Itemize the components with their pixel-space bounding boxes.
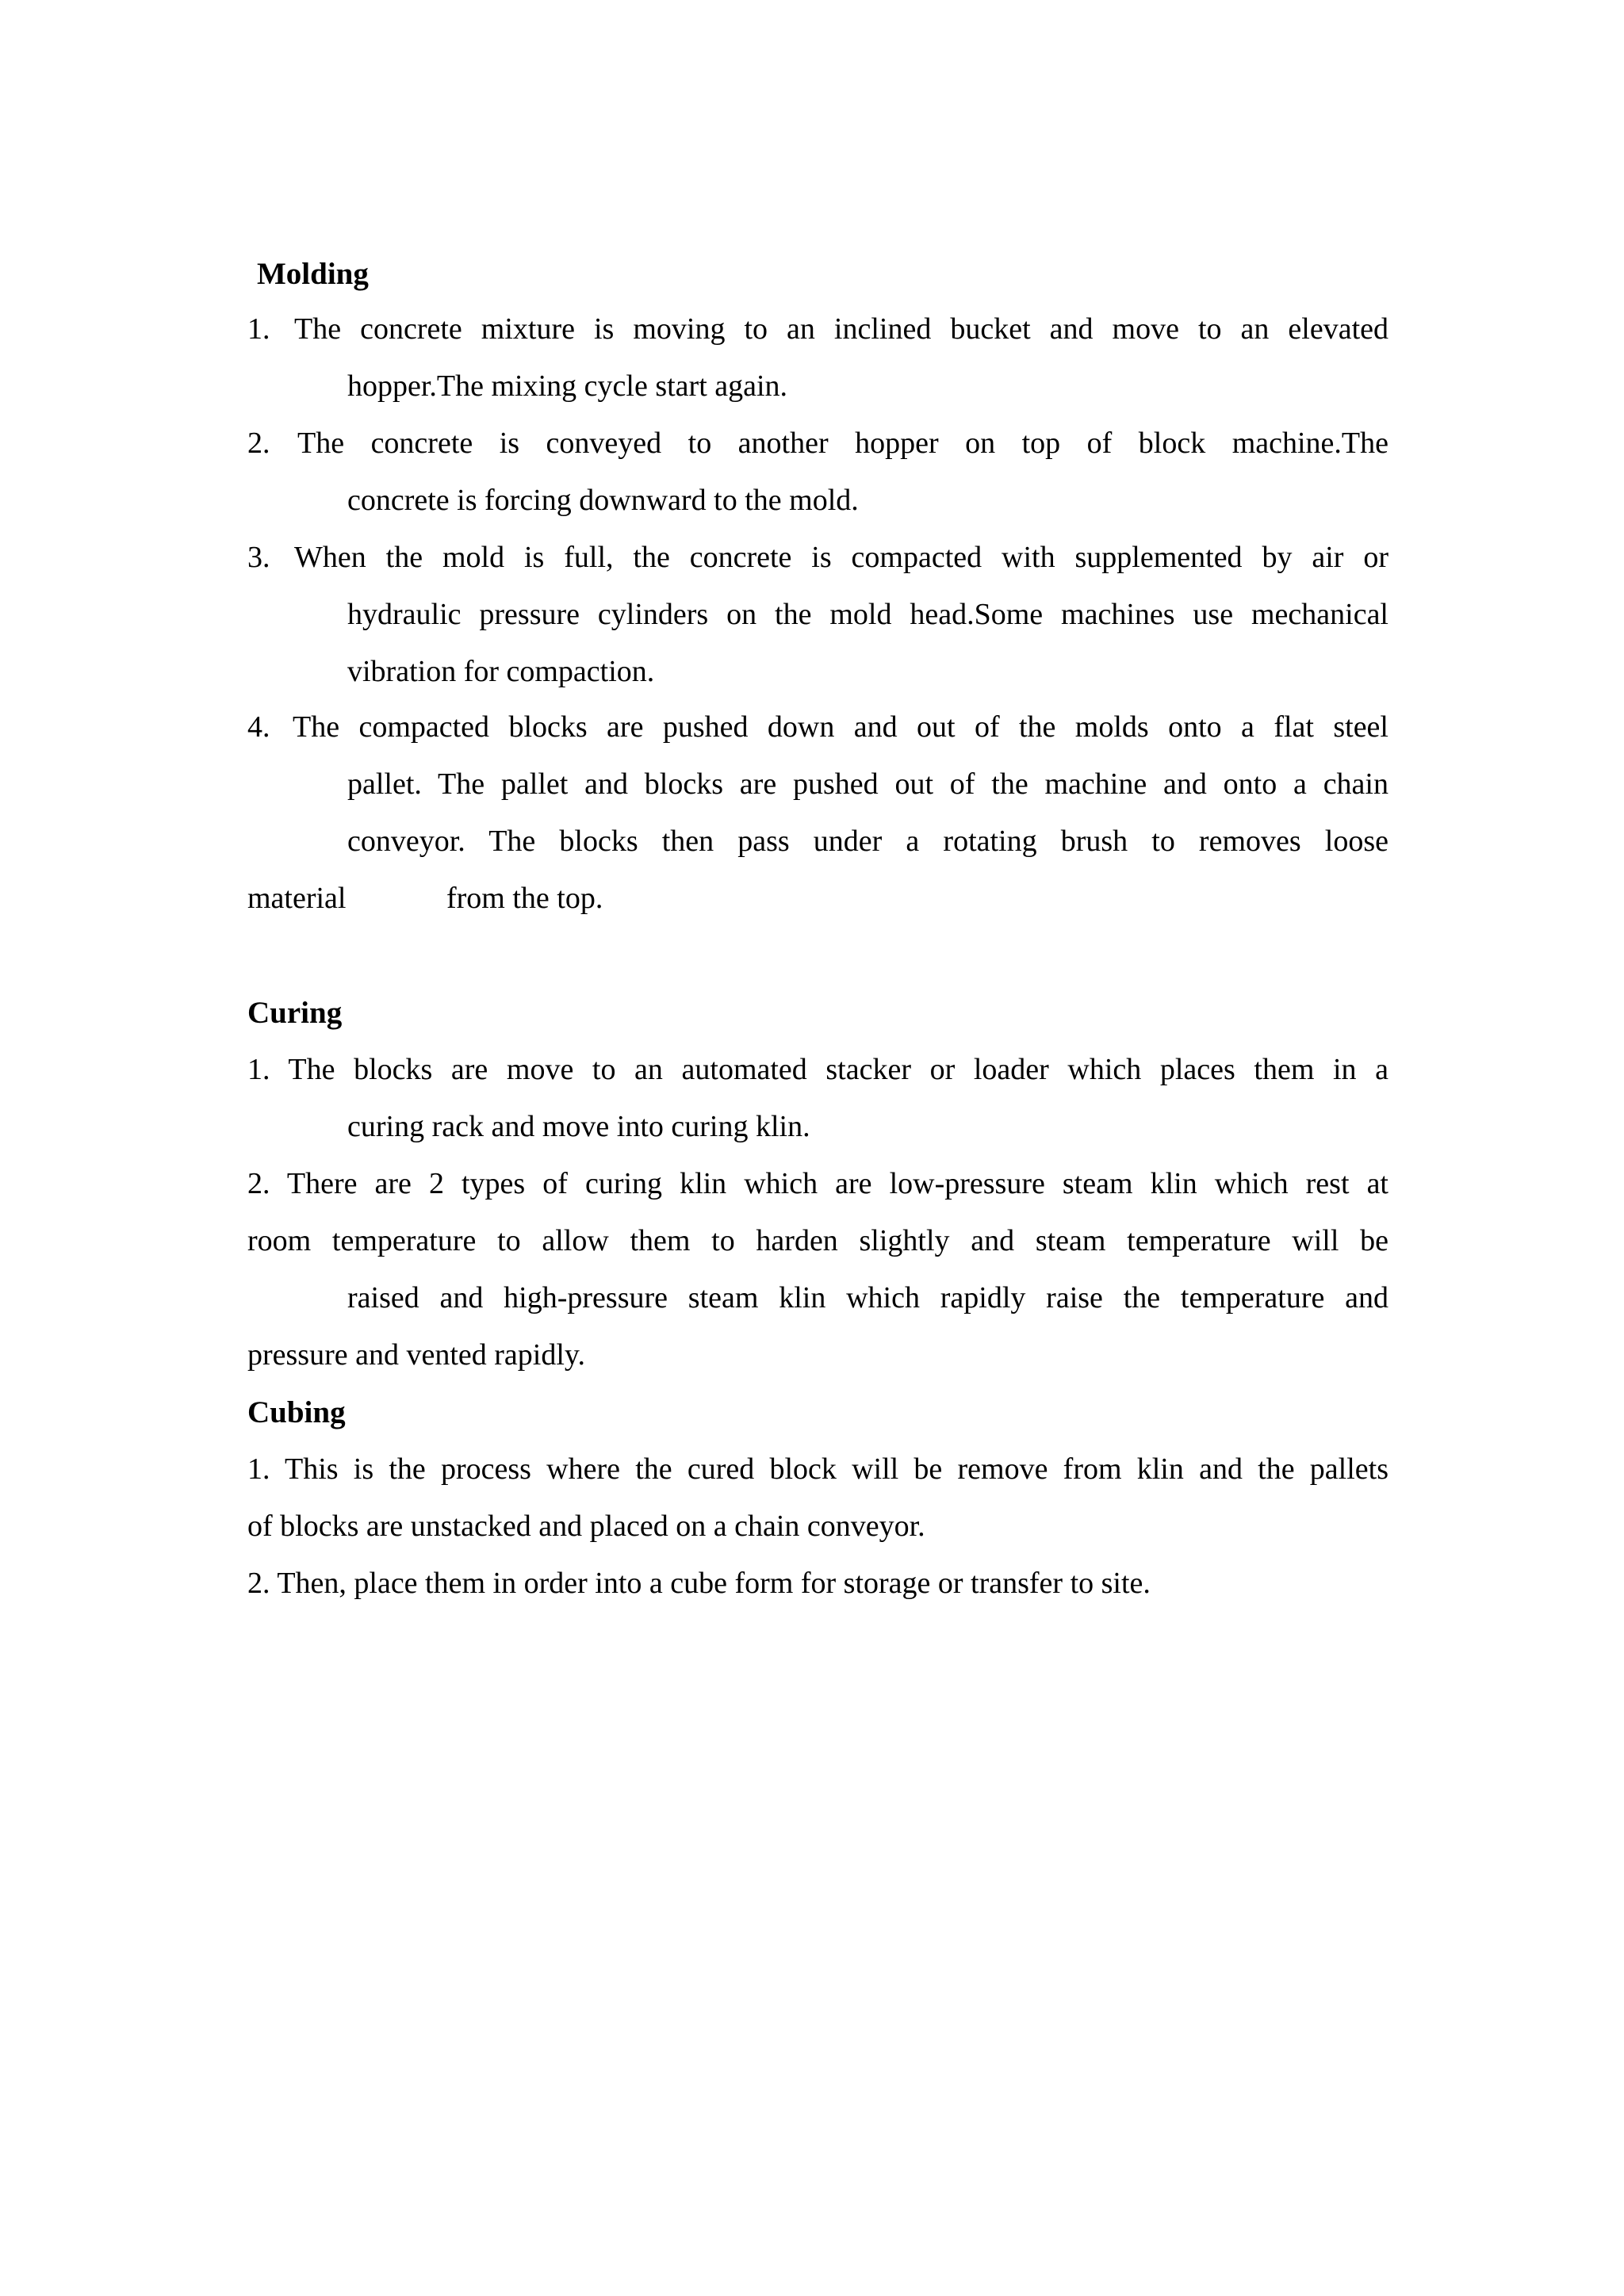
section-heading-molding: Molding <box>257 257 369 291</box>
list-item-text: hydraulic pressure cylinders on the mold head.Some machines use mechanical <box>347 598 1388 631</box>
list-item-text: 2. Then, place them in order into a cube form for storage or transfer to site. <box>247 1567 1151 1600</box>
list-item-text: conveyor. The blocks then pass under a rotating brush to removes loose <box>347 825 1388 858</box>
list-item-text: raised and high-pressure steam klin which rapidly raise the temperature and <box>347 1281 1388 1314</box>
list-item-text: vibration for compaction. <box>347 655 655 688</box>
list-item-text: The concrete mixture is moving to an inclined bucket and move to an elevated <box>294 312 1388 346</box>
list-item-number: 4. <box>247 710 270 744</box>
section-heading-cubing: Cubing <box>247 1395 346 1429</box>
list-item-text: hopper.The mixing cycle start again. <box>347 369 788 403</box>
list-item-text: concrete is forcing downward to the mold. <box>347 484 859 517</box>
list-item-text: material <box>247 882 347 915</box>
list-item-text: 1. This is the process where the cured block will be remove from klin and the pallets <box>247 1452 1388 1486</box>
list-item-number: 2. <box>247 427 270 460</box>
list-item-text: The concrete is conveyed to another hopper on top of block machine.The <box>297 427 1388 460</box>
list-item-text: pallet. The pallet and blocks are pushed out of the machine and onto a chain <box>347 767 1388 801</box>
list-item-text: pressure and vented rapidly. <box>247 1338 585 1372</box>
list-item-text: of blocks are unstacked and placed on a chain conveyor. <box>247 1510 925 1543</box>
list-item-text: 2. There are 2 types of curing klin which are low-pressure steam klin which rest at <box>247 1167 1388 1200</box>
list-item-text: curing rack and move into curing klin. <box>347 1110 810 1143</box>
list-item-text: When the mold is full, the concrete is compacted with supplemented by air or <box>294 541 1388 574</box>
list-item-number: 1. <box>247 312 270 346</box>
list-item-number: 3. <box>247 541 270 574</box>
list-item-text: 1. The blocks are move to an automated stacker or loader which places them in a <box>247 1053 1388 1086</box>
section-heading-curing: Curing <box>247 996 343 1030</box>
list-item-text: room temperature to allow them to harden slightly and steam temperature will be <box>247 1224 1388 1257</box>
list-item-text: from the top. <box>446 882 603 915</box>
list-item-text: The compacted blocks are pushed down and out of the molds onto a flat steel <box>293 710 1388 744</box>
